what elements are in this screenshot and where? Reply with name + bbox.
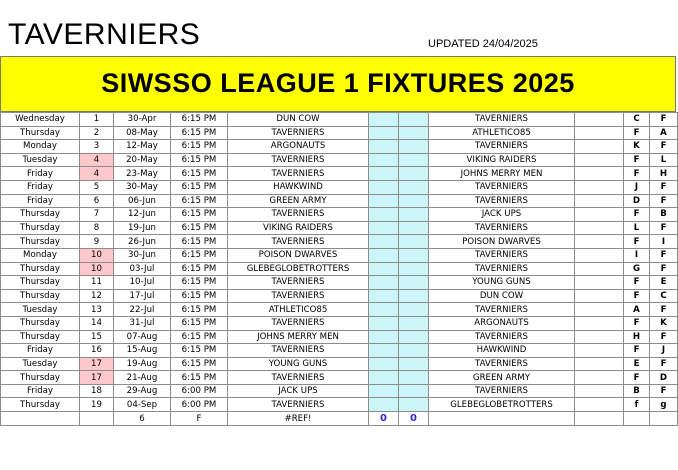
away-code-cell[interactable]: L <box>650 153 678 167</box>
away-team-cell[interactable]: TAVERNIERS <box>429 180 575 194</box>
home-team-cell[interactable]: TAVERNIERS <box>228 167 369 181</box>
away-team-cell[interactable]: TAVERNIERS <box>429 330 575 344</box>
away-score-cell[interactable] <box>399 316 429 330</box>
time-cell[interactable]: 6:15 PM <box>171 153 228 167</box>
home-code-cell[interactable]: F <box>624 371 650 385</box>
home-score-cell[interactable] <box>369 344 399 358</box>
fixture-row <box>1 221 678 235</box>
away-score-cell[interactable] <box>399 330 429 344</box>
home-score-cell[interactable] <box>369 384 399 398</box>
day-cell[interactable]: Thursday <box>1 330 80 344</box>
home-code-cell[interactable]: F <box>624 126 650 140</box>
home-score-cell[interactable] <box>369 180 399 194</box>
footer-cell[interactable]: #REF! <box>228 412 369 426</box>
round-number-cell[interactable]: 18 <box>80 384 114 398</box>
time-cell[interactable]: 6:00 PM <box>171 398 228 412</box>
away-team-cell[interactable]: TAVERNIERS <box>429 262 575 276</box>
fixture-row <box>1 303 678 317</box>
fixtures-table <box>0 112 678 426</box>
round-number-cell[interactable]: 5 <box>80 180 114 194</box>
away-score-cell[interactable] <box>399 289 429 303</box>
day-cell[interactable]: Thursday <box>1 221 80 235</box>
home-code-cell[interactable]: K <box>624 140 650 154</box>
home-code-cell[interactable]: F <box>624 167 650 181</box>
home-team-cell[interactable]: TAVERNIERS <box>228 289 369 303</box>
home-score-cell[interactable] <box>369 140 399 154</box>
day-cell[interactable]: Thursday <box>1 289 80 303</box>
home-team-cell[interactable]: TAVERNIERS <box>228 276 369 290</box>
round-number-cell[interactable]: 10 <box>80 248 114 262</box>
time-cell[interactable]: 6:15 PM <box>171 180 228 194</box>
away-score-cell[interactable] <box>399 303 429 317</box>
round-number-cell[interactable]: 7 <box>80 208 114 222</box>
fixture-row <box>1 126 678 140</box>
totals-row <box>1 412 678 426</box>
empty-cell <box>80 412 114 426</box>
empty-cell[interactable] <box>575 153 624 167</box>
empty-cell[interactable] <box>575 113 624 127</box>
round-number-cell[interactable]: 16 <box>80 344 114 358</box>
home-score-cell[interactable] <box>369 398 399 412</box>
date-cell[interactable]: 19-Jun <box>114 221 171 235</box>
away-team-cell[interactable]: TAVERNIERS <box>429 140 575 154</box>
away-team-cell[interactable]: TAVERNIERS <box>429 194 575 208</box>
home-team-cell[interactable]: HAWKWIND <box>228 180 369 194</box>
away-team-cell[interactable]: JACK UPS <box>429 208 575 222</box>
away-code-cell[interactable]: K <box>650 316 678 330</box>
away-code-cell[interactable]: B <box>650 208 678 222</box>
empty-cell[interactable] <box>575 357 624 371</box>
home-code-cell[interactable]: C <box>624 113 650 127</box>
date-cell[interactable]: 19-Aug <box>114 357 171 371</box>
empty-cell[interactable] <box>575 344 624 358</box>
day-cell[interactable]: Friday <box>1 180 80 194</box>
date-cell[interactable]: 08-May <box>114 126 171 140</box>
away-code-cell[interactable]: J <box>650 344 678 358</box>
home-code-cell[interactable]: B <box>624 384 650 398</box>
score-total-home[interactable]: 0 <box>369 412 399 426</box>
time-cell[interactable]: 6:15 PM <box>171 289 228 303</box>
away-code-cell[interactable]: E <box>650 276 678 290</box>
away-code-cell[interactable]: H <box>650 167 678 181</box>
day-cell[interactable]: Friday <box>1 167 80 181</box>
date-cell[interactable]: 12-Jun <box>114 208 171 222</box>
footer-cell[interactable]: 6 <box>114 412 171 426</box>
away-score-cell[interactable] <box>399 248 429 262</box>
home-score-cell[interactable] <box>369 330 399 344</box>
date-cell[interactable]: 17-Jul <box>114 289 171 303</box>
empty-cell[interactable] <box>575 371 624 385</box>
away-score-cell[interactable] <box>399 140 429 154</box>
home-team-cell[interactable]: JACK UPS <box>228 384 369 398</box>
away-score-cell[interactable] <box>399 371 429 385</box>
away-code-cell[interactable]: F <box>650 303 678 317</box>
score-total-away[interactable]: 0 <box>399 412 429 426</box>
round-number-cell[interactable]: 3 <box>80 140 114 154</box>
fixture-row <box>1 248 678 262</box>
home-team-cell[interactable]: JOHNS MERRY MEN <box>228 330 369 344</box>
fixture-row <box>1 371 678 385</box>
away-score-cell[interactable] <box>399 262 429 276</box>
fixture-row <box>1 384 678 398</box>
away-score-cell[interactable] <box>399 167 429 181</box>
fixture-row <box>1 153 678 167</box>
away-code-cell[interactable]: F <box>650 262 678 276</box>
away-score-cell[interactable] <box>399 357 429 371</box>
fixture-row <box>1 262 678 276</box>
away-team-cell[interactable]: TAVERNIERS <box>429 248 575 262</box>
day-cell[interactable]: Friday <box>1 194 80 208</box>
empty-cell[interactable] <box>575 221 624 235</box>
updated-date: UPDATED 24/04/2025 <box>428 38 538 50</box>
away-score-cell[interactable] <box>399 153 429 167</box>
away-team-cell[interactable]: VIKING RAIDERS <box>429 153 575 167</box>
footer-cell[interactable]: F <box>171 412 228 426</box>
away-team-cell[interactable]: DUN COW <box>429 289 575 303</box>
empty-cell[interactable] <box>575 330 624 344</box>
home-code-cell[interactable]: F <box>624 316 650 330</box>
home-team-cell[interactable]: POISON DWARVES <box>228 248 369 262</box>
day-cell[interactable]: Tuesday <box>1 357 80 371</box>
day-cell[interactable]: Tuesday <box>1 153 80 167</box>
fixture-row <box>1 140 678 154</box>
fixture-row <box>1 208 678 222</box>
home-score-cell[interactable] <box>369 248 399 262</box>
away-team-cell[interactable]: TAVERNIERS <box>429 384 575 398</box>
round-number-cell[interactable]: 14 <box>80 316 114 330</box>
fixture-row <box>1 194 678 208</box>
empty-cell[interactable] <box>575 384 624 398</box>
away-code-cell[interactable]: F <box>650 180 678 194</box>
away-code-cell[interactable]: I <box>650 235 678 249</box>
time-cell[interactable]: 6:15 PM <box>171 262 228 276</box>
empty-cell <box>650 412 678 426</box>
home-team-cell[interactable]: GLEBEGLOBETROTTERS <box>228 262 369 276</box>
round-number-cell[interactable]: 4 <box>80 167 114 181</box>
time-cell[interactable]: 6:15 PM <box>171 221 228 235</box>
round-number-cell[interactable]: 9 <box>80 235 114 249</box>
home-code-cell[interactable]: F <box>624 208 650 222</box>
day-cell[interactable]: Monday <box>1 140 80 154</box>
home-team-cell[interactable]: TAVERNIERS <box>228 398 369 412</box>
away-score-cell[interactable] <box>399 276 429 290</box>
home-score-cell[interactable] <box>369 221 399 235</box>
empty-cell[interactable] <box>575 167 624 181</box>
away-code-cell[interactable]: F <box>650 194 678 208</box>
away-score-cell[interactable] <box>399 194 429 208</box>
empty-cell[interactable] <box>575 248 624 262</box>
time-cell[interactable]: 6:15 PM <box>171 303 228 317</box>
away-score-cell[interactable] <box>399 221 429 235</box>
fixture-row <box>1 330 678 344</box>
date-cell[interactable]: 06-Jun <box>114 194 171 208</box>
round-number-cell[interactable]: 10 <box>80 262 114 276</box>
home-score-cell[interactable] <box>369 276 399 290</box>
home-score-cell[interactable] <box>369 357 399 371</box>
day-cell[interactable]: Tuesday <box>1 303 80 317</box>
away-team-cell[interactable]: YOUNG GUNS <box>429 276 575 290</box>
away-code-cell[interactable]: g <box>650 398 678 412</box>
day-cell[interactable]: Thursday <box>1 235 80 249</box>
round-number-cell[interactable]: 19 <box>80 398 114 412</box>
away-team-cell[interactable]: GREEN ARMY <box>429 371 575 385</box>
empty-cell[interactable] <box>575 262 624 276</box>
empty-cell[interactable] <box>575 398 624 412</box>
home-team-cell[interactable]: TAVERNIERS <box>228 344 369 358</box>
home-code-cell[interactable]: f <box>624 398 650 412</box>
away-code-cell[interactable]: F <box>650 357 678 371</box>
empty-cell[interactable] <box>575 303 624 317</box>
date-cell[interactable]: 15-Aug <box>114 344 171 358</box>
home-score-cell[interactable] <box>369 316 399 330</box>
away-team-cell[interactable]: ARGONAUTS <box>429 316 575 330</box>
away-code-cell[interactable]: C <box>650 289 678 303</box>
home-team-cell[interactable]: YOUNG GUNS <box>228 357 369 371</box>
empty-cell[interactable] <box>575 140 624 154</box>
home-code-cell[interactable]: J <box>624 180 650 194</box>
empty-cell[interactable] <box>575 235 624 249</box>
away-team-cell[interactable]: TAVERNIERS <box>429 221 575 235</box>
round-number-cell[interactable]: 12 <box>80 289 114 303</box>
time-cell[interactable]: 6:15 PM <box>171 330 228 344</box>
home-score-cell[interactable] <box>369 167 399 181</box>
date-cell[interactable]: 21-Aug <box>114 371 171 385</box>
home-code-cell[interactable]: F <box>624 153 650 167</box>
date-cell[interactable]: 31-Jul <box>114 316 171 330</box>
away-score-cell[interactable] <box>399 235 429 249</box>
home-score-cell[interactable] <box>369 262 399 276</box>
home-score-cell[interactable] <box>369 289 399 303</box>
home-score-cell[interactable] <box>369 126 399 140</box>
home-score-cell[interactable] <box>369 235 399 249</box>
round-number-cell[interactable]: 11 <box>80 276 114 290</box>
fixture-row <box>1 289 678 303</box>
away-score-cell[interactable] <box>399 180 429 194</box>
date-cell[interactable]: 26-Jun <box>114 235 171 249</box>
day-cell[interactable]: Thursday <box>1 371 80 385</box>
fixture-row <box>1 357 678 371</box>
time-cell[interactable]: 6:15 PM <box>171 113 228 127</box>
home-score-cell[interactable] <box>369 371 399 385</box>
home-code-cell[interactable]: F <box>624 289 650 303</box>
empty-cell[interactable] <box>575 180 624 194</box>
home-team-cell[interactable]: TAVERNIERS <box>228 208 369 222</box>
home-score-cell[interactable] <box>369 113 399 127</box>
date-cell[interactable]: 22-Jul <box>114 303 171 317</box>
fixture-row <box>1 316 678 330</box>
day-cell[interactable]: Wednesday <box>1 113 80 127</box>
home-team-cell[interactable]: ATHLETICO85 <box>228 303 369 317</box>
empty-cell[interactable] <box>575 208 624 222</box>
empty-cell <box>429 412 575 426</box>
round-number-cell[interactable]: 17 <box>80 371 114 385</box>
time-cell[interactable]: 6:15 PM <box>171 344 228 358</box>
home-code-cell[interactable]: G <box>624 262 650 276</box>
home-score-cell[interactable] <box>369 153 399 167</box>
date-cell[interactable]: 23-May <box>114 167 171 181</box>
home-code-cell[interactable]: L <box>624 221 650 235</box>
away-team-cell[interactable]: JOHNS MERRY MEN <box>429 167 575 181</box>
day-cell[interactable]: Friday <box>1 384 80 398</box>
round-number-cell[interactable]: 8 <box>80 221 114 235</box>
date-cell[interactable]: 20-May <box>114 153 171 167</box>
date-cell[interactable]: 03-Jul <box>114 262 171 276</box>
away-team-cell[interactable]: GLEBEGLOBETROTTERS <box>429 398 575 412</box>
time-cell[interactable]: 6:15 PM <box>171 126 228 140</box>
empty-cell[interactable] <box>575 316 624 330</box>
round-number-cell[interactable]: 1 <box>80 113 114 127</box>
round-number-cell[interactable]: 4 <box>80 153 114 167</box>
time-cell[interactable]: 6:15 PM <box>171 167 228 181</box>
away-score-cell[interactable] <box>399 398 429 412</box>
title-banner <box>0 56 676 112</box>
away-team-cell[interactable]: TAVERNIERS <box>429 113 575 127</box>
away-code-cell[interactable]: A <box>650 126 678 140</box>
club-title: TAVERNIERS <box>8 18 201 51</box>
away-team-cell[interactable]: TAVERNIERS <box>429 303 575 317</box>
away-team-cell[interactable]: ATHLETICO85 <box>429 126 575 140</box>
home-code-cell[interactable]: I <box>624 248 650 262</box>
home-code-cell[interactable]: F <box>624 276 650 290</box>
day-cell[interactable]: Friday <box>1 344 80 358</box>
fixture-row <box>1 180 678 194</box>
day-cell[interactable]: Thursday <box>1 316 80 330</box>
home-code-cell[interactable]: A <box>624 303 650 317</box>
away-code-cell[interactable]: F <box>650 113 678 127</box>
home-team-cell[interactable]: TAVERNIERS <box>228 153 369 167</box>
away-team-cell[interactable]: HAWKWIND <box>429 344 575 358</box>
fixture-row <box>1 398 678 412</box>
home-code-cell[interactable]: D <box>624 194 650 208</box>
home-code-cell[interactable]: F <box>624 235 650 249</box>
away-score-cell[interactable] <box>399 384 429 398</box>
away-team-cell[interactable]: POISON DWARVES <box>429 235 575 249</box>
round-number-cell[interactable]: 17 <box>80 357 114 371</box>
time-cell[interactable]: 6:15 PM <box>171 371 228 385</box>
time-cell[interactable]: 6:15 PM <box>171 357 228 371</box>
date-cell[interactable]: 30-Jun <box>114 248 171 262</box>
away-score-cell[interactable] <box>399 344 429 358</box>
banner-title: SIWSSO LEAGUE 1 FIXTURES 2025 <box>101 68 575 98</box>
empty-cell[interactable] <box>575 126 624 140</box>
time-cell[interactable]: 6:15 PM <box>171 235 228 249</box>
away-code-cell[interactable]: F <box>650 384 678 398</box>
empty-cell[interactable] <box>575 289 624 303</box>
time-cell[interactable]: 6:15 PM <box>171 194 228 208</box>
date-cell[interactable]: 29-Aug <box>114 384 171 398</box>
fixture-row <box>1 235 678 249</box>
home-team-cell[interactable]: ARGONAUTS <box>228 140 369 154</box>
day-cell[interactable]: Thursday <box>1 276 80 290</box>
empty-cell <box>575 412 624 426</box>
away-code-cell[interactable]: F <box>650 140 678 154</box>
time-cell[interactable]: 6:15 PM <box>171 276 228 290</box>
round-number-cell[interactable]: 2 <box>80 126 114 140</box>
away-score-cell[interactable] <box>399 208 429 222</box>
home-code-cell[interactable]: F <box>624 344 650 358</box>
date-cell[interactable]: 07-Aug <box>114 330 171 344</box>
home-team-cell[interactable]: DUN COW <box>228 113 369 127</box>
empty-cell[interactable] <box>575 194 624 208</box>
round-number-cell[interactable]: 13 <box>80 303 114 317</box>
home-score-cell[interactable] <box>369 303 399 317</box>
day-cell[interactable]: Thursday <box>1 126 80 140</box>
home-team-cell[interactable]: TAVERNIERS <box>228 371 369 385</box>
away-code-cell[interactable]: F <box>650 248 678 262</box>
home-team-cell[interactable]: GREEN ARMY <box>228 194 369 208</box>
round-number-cell[interactable]: 6 <box>80 194 114 208</box>
day-cell[interactable]: Thursday <box>1 208 80 222</box>
date-cell[interactable]: 30-May <box>114 180 171 194</box>
time-cell[interactable]: 6:15 PM <box>171 208 228 222</box>
time-cell[interactable]: 6:00 PM <box>171 384 228 398</box>
date-cell[interactable]: 30-Apr <box>114 113 171 127</box>
away-score-cell[interactable] <box>399 113 429 127</box>
empty-cell[interactable] <box>575 276 624 290</box>
date-cell[interactable]: 04-Sep <box>114 398 171 412</box>
empty-cell <box>624 412 650 426</box>
date-cell[interactable]: 12-May <box>114 140 171 154</box>
round-number-cell[interactable]: 15 <box>80 330 114 344</box>
fixture-row <box>1 344 678 358</box>
day-cell[interactable]: Monday <box>1 248 80 262</box>
fixture-row <box>1 113 678 127</box>
date-cell[interactable]: 10-Jul <box>114 276 171 290</box>
fixture-row <box>1 167 678 181</box>
fixture-row <box>1 276 678 290</box>
away-code-cell[interactable]: F <box>650 330 678 344</box>
time-cell[interactable]: 6:15 PM <box>171 316 228 330</box>
home-team-cell[interactable]: TAVERNIERS <box>228 316 369 330</box>
away-score-cell[interactable] <box>399 126 429 140</box>
day-cell[interactable]: Thursday <box>1 398 80 412</box>
empty-cell <box>1 412 80 426</box>
time-cell[interactable]: 6:15 PM <box>171 140 228 154</box>
home-team-cell[interactable]: TAVERNIERS <box>228 235 369 249</box>
away-code-cell[interactable]: D <box>650 371 678 385</box>
home-code-cell[interactable]: E <box>624 357 650 371</box>
home-code-cell[interactable]: H <box>624 330 650 344</box>
away-code-cell[interactable]: F <box>650 221 678 235</box>
home-team-cell[interactable]: TAVERNIERS <box>228 126 369 140</box>
home-team-cell[interactable]: VIKING RAIDERS <box>228 221 369 235</box>
home-score-cell[interactable] <box>369 194 399 208</box>
away-team-cell[interactable]: TAVERNIERS <box>429 357 575 371</box>
day-cell[interactable]: Thursday <box>1 262 80 276</box>
home-score-cell[interactable] <box>369 208 399 222</box>
time-cell[interactable]: 6:15 PM <box>171 248 228 262</box>
